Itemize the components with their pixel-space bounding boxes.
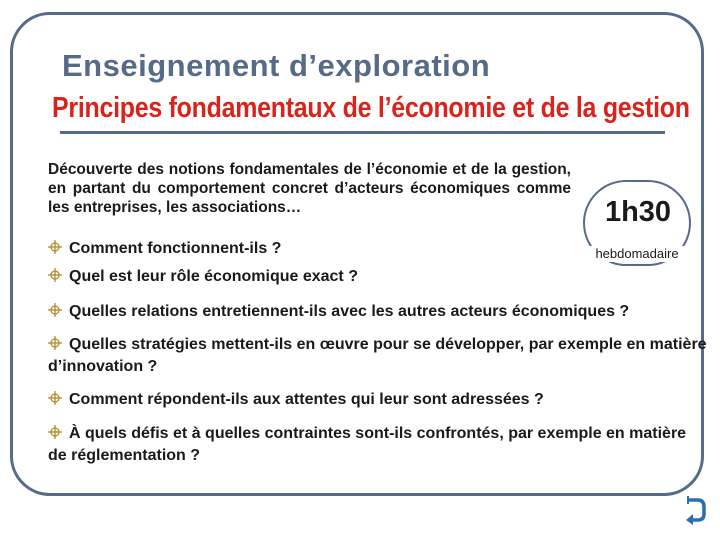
bullet-text: À quels défis et à quelles contraintes sont-ils confrontés, par exemple en matière de réglementation ? [48,425,687,464]
crosshair-bullet-icon [48,391,62,405]
bullet-text: Quelles stratégies mettent-ils en œuvre pour se développer, par exemple en matière d’innovation ? [48,336,707,375]
return-arrow-icon[interactable] [684,494,708,526]
bullet-text: Quel est leur rôle économique exact ? [69,268,358,285]
duration-time: 1h30 [604,196,672,228]
bullet-item [48,301,708,323]
bullet-item [48,334,708,378]
slide-subtitle: Principes fondamentaux de l’économie et de la gestion [52,92,690,124]
duration-frequency: hebdomadaire [582,246,692,262]
crosshair-bullet-icon [48,336,62,350]
bullet-item [48,389,708,411]
bullet-item [48,423,708,467]
slide-title: Enseignement d’exploration [62,48,491,83]
crosshair-bullet-icon [48,268,62,282]
crosshair-bullet-icon [48,303,62,317]
intro-paragraph: Découverte des notions fondamentales de l’économie et de la gestion, en partant du comportement concret d’acteurs économiques comme les entreprises, les associations… [48,161,571,216]
title-divider [60,131,665,134]
crosshair-bullet-icon [48,240,62,254]
crosshair-bullet-icon [48,425,62,439]
bullet-text: Quelles relations entretiennent-ils avec les autres acteurs économiques ? [69,303,630,320]
bullet-text: Comment répondent-ils aux attentes qui leur sont adressées ? [69,391,544,408]
bullet-item [48,266,668,288]
bullet-item [48,238,568,260]
bullet-text: Comment fonctionnent-ils ? [69,240,282,257]
